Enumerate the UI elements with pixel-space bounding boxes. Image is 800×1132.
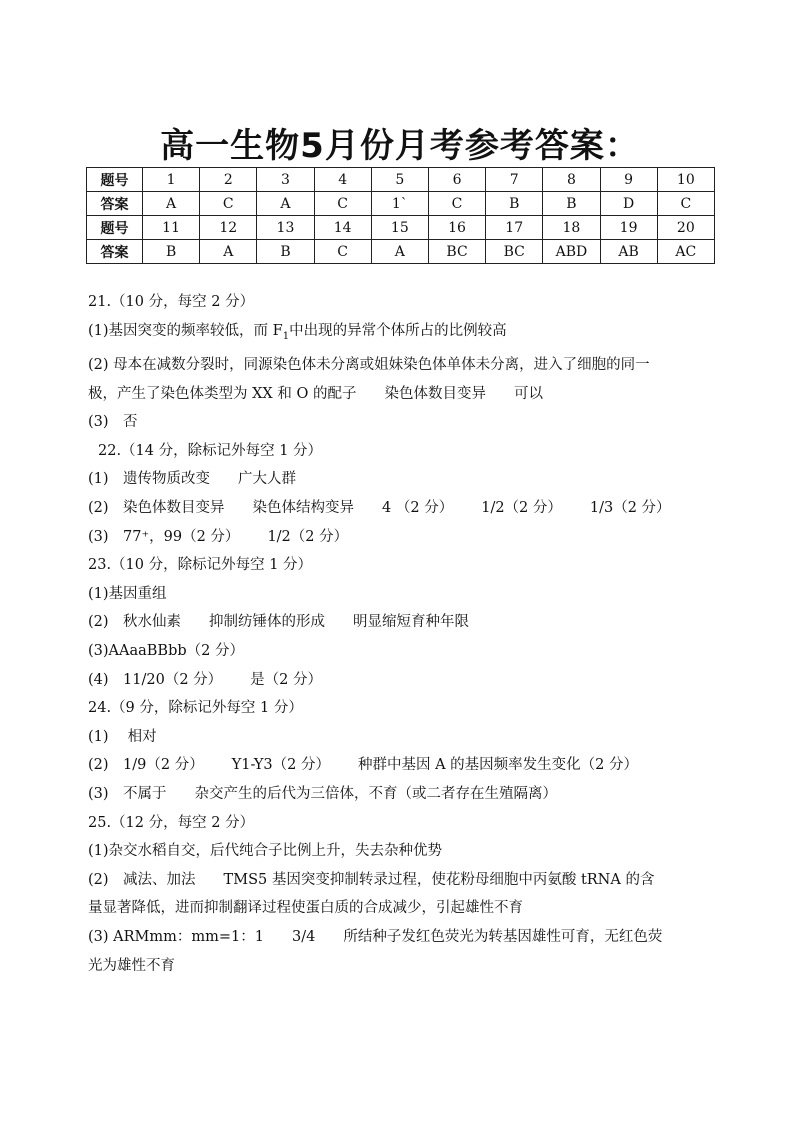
table-cell: 12 [200, 216, 257, 240]
row-label: 题号 [87, 216, 143, 240]
table-cell: B [257, 240, 314, 264]
table-cell: A [143, 192, 200, 216]
table-cell: 5 [371, 168, 428, 192]
table-cell: B [543, 192, 600, 216]
q25-answer-3-line2: 光为雄性不育 [88, 957, 175, 974]
q23-header: 23.（10 分，除标记外每空 1 分） [88, 557, 313, 574]
table-cell: 18 [543, 216, 600, 240]
table-cell: ABD [543, 240, 600, 264]
q23-answer-3: (3)AAaaBBbb（2 分） [88, 643, 244, 660]
table-cell: BC [486, 240, 543, 264]
table-cell: AC [657, 240, 714, 264]
table-cell: 20 [657, 216, 714, 240]
table-cell: 19 [600, 216, 657, 240]
page-title: 高一生物5月份月考参考答案： [160, 126, 640, 166]
table-row [87, 168, 715, 192]
table-cell: 11 [143, 216, 200, 240]
table-cell: A [371, 240, 428, 264]
q24-answer-1: (1) 相对 [88, 728, 157, 745]
table-cell: C [314, 240, 371, 264]
row-label: 答案 [87, 192, 143, 216]
q25-answer-2-line2: 量显著降低，进而抑制翻译过程使蛋白质的合成减少，引起雄性不育 [88, 900, 523, 917]
table-cell: 6 [428, 168, 485, 192]
table-cell: D [600, 192, 657, 216]
table-cell: 2 [200, 168, 257, 192]
table-cell: C [200, 192, 257, 216]
table-row [87, 240, 715, 264]
table-cell: 1 [143, 168, 200, 192]
q21-answer-1: (1)基因突变的频率较低，而 $F_1$中出现的异常个体所占的比例较高 [88, 322, 507, 342]
table-cell: 17 [486, 216, 543, 240]
table-cell: 10 [657, 168, 714, 192]
q23-answer-4: (4) 11/20（2 分） 是（2 分） [88, 671, 323, 688]
table-cell: B [486, 192, 543, 216]
q25-answer-2-line1: (2) 减法、加法 TMS5 基因突变抑制转录过程，使花粉母细胞中丙氨酸 tRNA 的含 [88, 871, 655, 888]
table-row [87, 216, 715, 240]
q21-answer-3: (3) 否 [88, 414, 138, 431]
table-cell: 4 [314, 168, 371, 192]
answer-table [86, 167, 715, 264]
table-cell: 9 [600, 168, 657, 192]
q21-answer-2-line2: 极，产生了染色体类型为 XX 和 O 的配子 染色体数目变异 可以 [88, 385, 543, 402]
q24-answer-3: (3) 不属于 杂交产生的后代为三倍体，不育（或二者存在生殖隔离） [88, 785, 558, 802]
table-cell: A [200, 240, 257, 264]
table-cell: 8 [543, 168, 600, 192]
answer-body [88, 288, 728, 980]
row-label: 答案 [87, 240, 143, 264]
q25-answer-1: (1)杂交水稻自交，后代纯合子比例上升，失去杂种优势 [88, 843, 443, 860]
table-cell: 15 [371, 216, 428, 240]
row-label: 题号 [87, 168, 143, 192]
q21-answer-2-line1: (2) 母本在减数分裂时，同源染色体未分离或姐妹染色体单体未分离，进入了细胞的同一 [88, 357, 650, 374]
table-cell: A [257, 192, 314, 216]
table-cell: C [314, 192, 371, 216]
table-cell: C [657, 192, 714, 216]
q23-answer-1: (1)基因重组 [88, 585, 167, 602]
q24-answer-2: (2) 1/9（2 分） Y1-Y3（2 分） 种群中基因 A 的基因频率发生变化（2 分） [88, 757, 638, 774]
table-cell: BC [428, 240, 485, 264]
table-row [87, 192, 715, 216]
table-cell: AB [600, 240, 657, 264]
q22-header: 22.（14 分，除标记外每空 1 分） [98, 442, 323, 459]
table-cell: 3 [257, 168, 314, 192]
table-cell: C [428, 192, 485, 216]
q21-header: 21.（10 分，每空 2 分） [88, 294, 255, 310]
q25-header: 25.（12 分，每空 2 分） [88, 814, 255, 831]
q22-answer-1: (1) 遗传物质改变 广大人群 [88, 471, 297, 488]
table-cell: 13 [257, 216, 314, 240]
table-cell: 14 [314, 216, 371, 240]
q22-answer-3: (3) 77⁺，99（2 分） 1/2（2 分） [88, 528, 349, 545]
table-cell: B [143, 240, 200, 264]
table-cell: 1` [371, 192, 428, 216]
table-cell: 7 [486, 168, 543, 192]
q23-answer-2: (2) 秋水仙素 抑制纺锤体的形成 明显缩短育种年限 [88, 614, 470, 631]
q24-header: 24.（9 分，除标记外每空 1 分） [88, 700, 303, 717]
q25-answer-3-line1: (3) ARMmm：mm=1：1 3/4 所结种子发红色荧光为转基因雄性可育，无红色荧 [88, 928, 663, 945]
q22-answer-2: (2) 染色体数目变异 染色体结构变异 4 （2 分） 1/2（2 分） 1/3（2 分） [88, 500, 671, 517]
table-cell: 16 [428, 216, 485, 240]
